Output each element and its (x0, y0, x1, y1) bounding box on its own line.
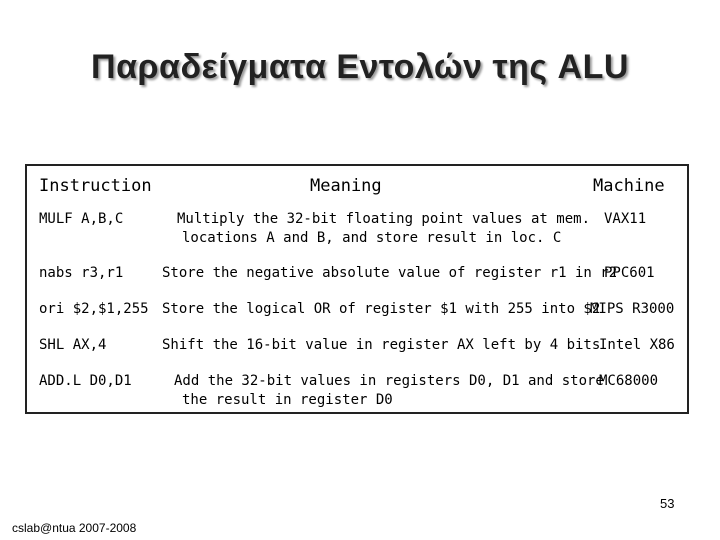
header-meaning: Meaning (310, 176, 382, 196)
row-instruction: MULF A,B,C (39, 211, 124, 227)
slide-title: Παραδείγματα Εντολών της ALU (91, 48, 629, 86)
row-meaning-line1: Multiply the 32-bit floating point values at mem. (177, 211, 591, 227)
row-instruction: ori $2,$1,255 (39, 301, 149, 317)
row-instruction: SHL AX,4 (39, 337, 107, 353)
row-machine: PPC601 (604, 265, 655, 281)
row-machine: MIPS R3000 (590, 301, 675, 317)
row-instruction: ADD.L D0,D1 (39, 373, 132, 389)
row-meaning-line1: Shift the 16-bit value in register AX left by 4 bits (162, 337, 601, 353)
header-instruction: Instruction (39, 176, 152, 196)
page-number: 53 (660, 496, 675, 511)
row-instruction: nabs r3,r1 (39, 265, 124, 281)
row-machine: VAX11 (604, 211, 647, 227)
row-meaning-line1: Store the negative absolute value of register r1 in r2 (162, 265, 618, 281)
row-meaning-line2: locations A and B, and store result in loc. C (182, 230, 562, 246)
row-machine: Intel X86 (599, 337, 675, 353)
row-meaning-line2: the result in register D0 (182, 392, 393, 408)
row-meaning-line1: Add the 32-bit values in registers D0, D1 and store (174, 373, 604, 389)
footer-credit: cslab@ntua 2007-2008 (12, 521, 137, 535)
row-machine: MC68000 (599, 373, 659, 389)
row-meaning-line1: Store the logical OR of register $1 with 255 into $2 (162, 301, 601, 317)
instruction-table (25, 164, 689, 414)
header-machine: Machine (593, 176, 665, 196)
